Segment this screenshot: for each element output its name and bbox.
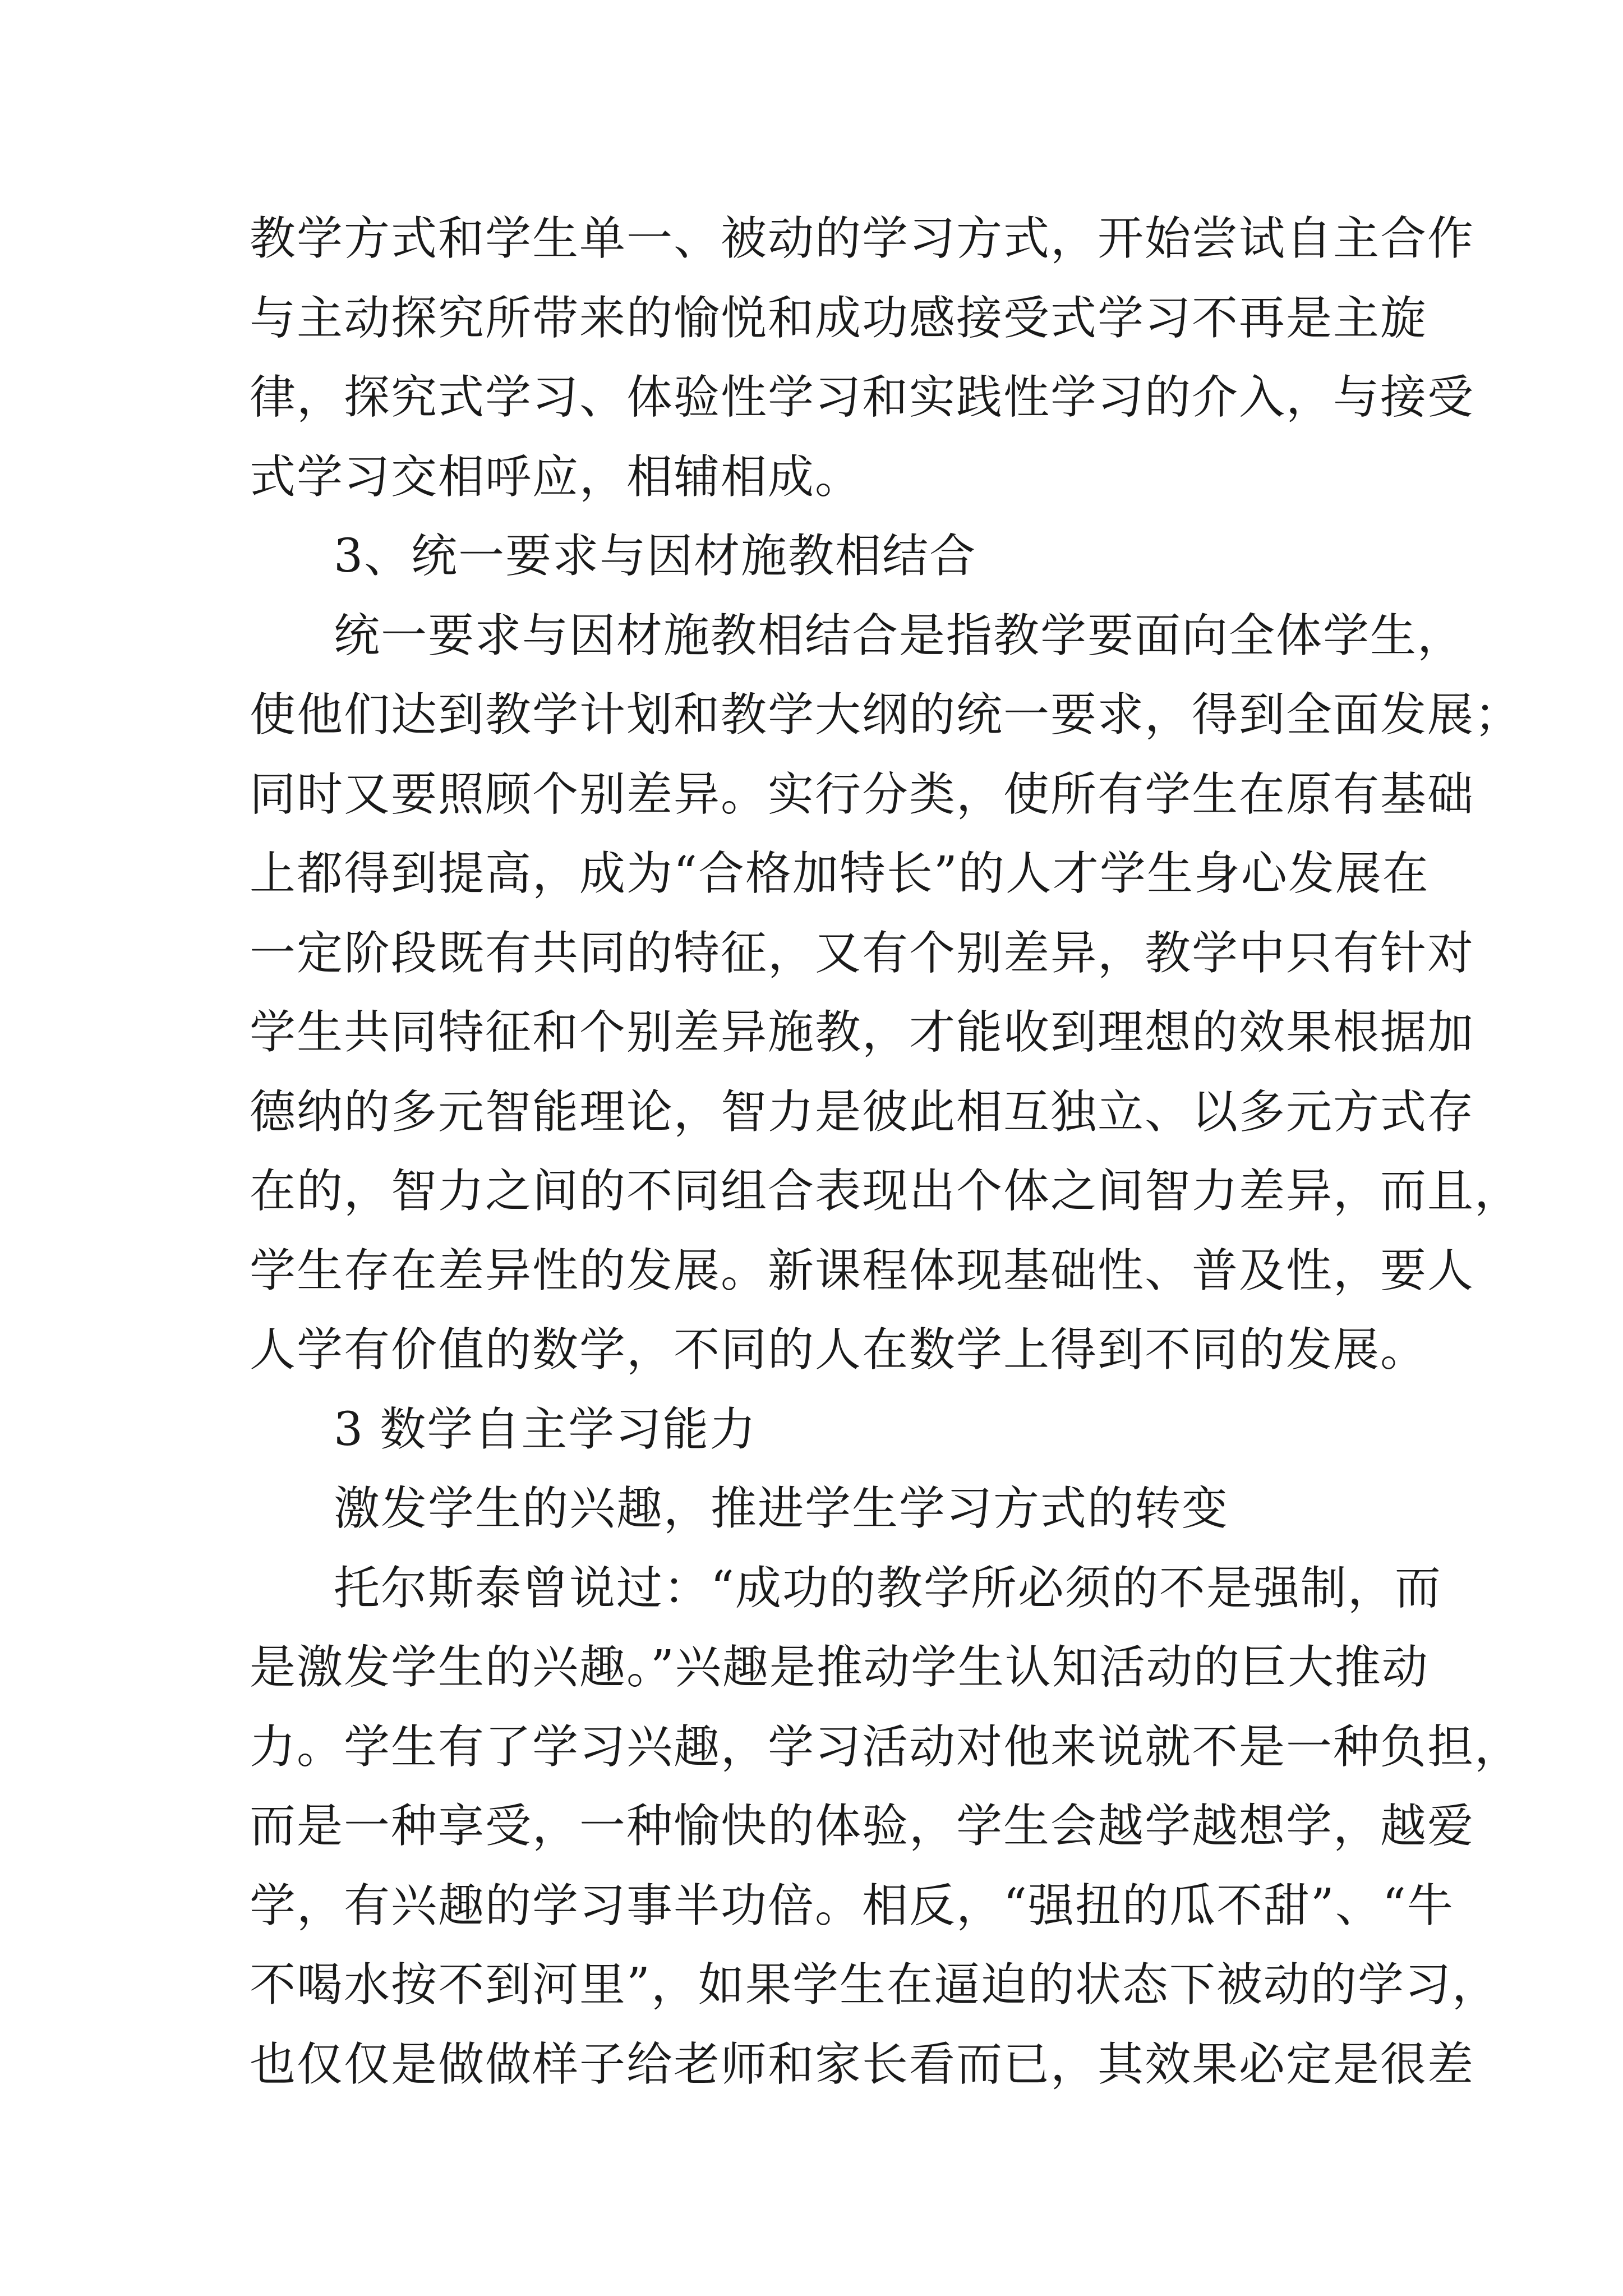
text-line: 而是一种享受，一种愉快的体验，学生会越学越想学，越爱 — [250, 1800, 1475, 1853]
text-line: 教学方式和学生单一、被动的学习方式，开始尝试自主合作 — [250, 212, 1475, 265]
body-text — [250, 199, 1522, 2104]
text-line: 3、统一要求与因材施教相结合 — [334, 530, 977, 583]
text-line: 一定阶段既有共同的特征，又有个别差异，教学中只有针对 — [250, 926, 1475, 980]
text-line: 在的，智力之间的不同组合表现出个体之间智力差异，而且， — [250, 1165, 1522, 1218]
text-line: 与主动探究所带来的愉悦和成功感接受式学习不再是主旋 — [250, 291, 1428, 345]
text-line: 德纳的多元智能理论，智力是彼此相互独立、以多元方式存 — [250, 1085, 1475, 1139]
text-line: 托尔斯泰曾说过：“成功的教学所必须的不是强制，而 — [334, 1561, 1442, 1615]
text-line: 上都得到提高，成为“合格加特长”的人才学生身心发展在 — [250, 847, 1430, 900]
text-line: 不喝水按不到河里”，如果学生在逼迫的状态下被动的学习， — [250, 1958, 1499, 2012]
text-line: 统一要求与因材施教相结合是指教学要面向全体学生， — [334, 609, 1465, 662]
text-line: 学，有兴趣的学习事半功倍。相反，“强扭的瓜不甜”、“牛 — [250, 1879, 1454, 1932]
text-line: 律，探究式学习、体验性学习和实践性学习的介入，与接受 — [250, 371, 1475, 424]
text-line: 是激发学生的兴趣。”兴趣是推动学生认知活动的巨大推动 — [250, 1641, 1429, 1694]
text-line: 学生共同特征和个别差异施教，才能收到理想的效果根据加 — [250, 1006, 1475, 1059]
text-line: 激发学生的兴趣，推进学生学习方式的转变 — [334, 1482, 1229, 1535]
text-line: 力。学生有了学习兴趣，学习活动对他来说就不是一种负担， — [250, 1720, 1522, 1774]
text-line: 学生存在差异性的发展。新课程体现基础性、普及性，要人 — [250, 1244, 1475, 1297]
text-line: 人学有价值的数学，不同的人在数学上得到不同的发展。 — [250, 1323, 1428, 1377]
text-line: 使他们达到教学计划和教学大纲的统一要求，得到全面发展； — [250, 688, 1522, 742]
text-line: 式学习交相呼应，相辅相成。 — [250, 450, 863, 504]
text-line: 也仅仅是做做样子给老师和家长看而已，其效果必定是很差 — [250, 2037, 1475, 2091]
text-line: 同时又要照顾个别差异。实行分类，使所有学生在原有基础 — [250, 767, 1475, 821]
text-line: 3 数学自主学习能力 — [334, 1402, 757, 1456]
